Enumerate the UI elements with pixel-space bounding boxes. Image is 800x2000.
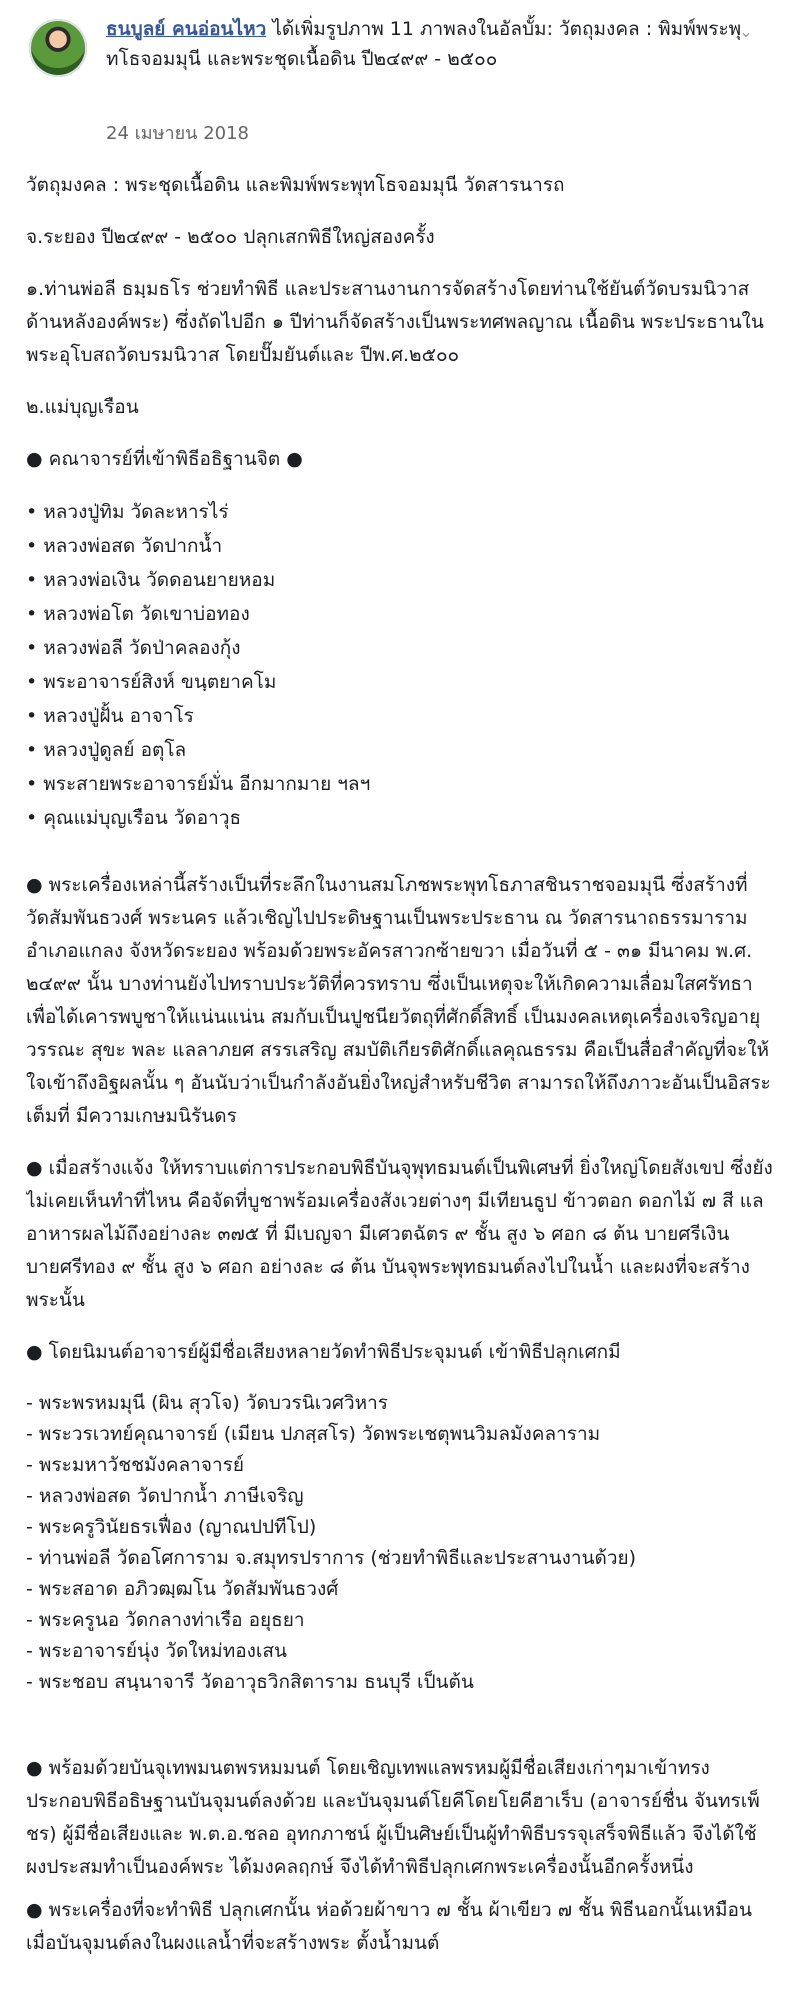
list-item: - พระครูวินัยธรเฟื่อง (ญาณปปทีโป)	[26, 1516, 317, 1538]
list-item: - พระวรเวทย์คุณาจารย์ (เมียน ปภสฺสโร) วัดพระเชตุพนวิมลมังคลาราม	[26, 1423, 601, 1445]
list-item: • พระสายพระอาจารย์มั่น อีกมากมาย ฯลฯ	[26, 773, 371, 795]
post-header-text	[106, 14, 756, 74]
list-item: - พระสอาด อภิวฒฺฒโน วัดสัมพันธวงศ์	[26, 1578, 339, 1600]
list-item: - พระอาจารย์นุ่ง วัดใหม่ทองเสน	[26, 1640, 287, 1662]
paragraph-5: ● พระเครื่องที่จะทำพิธี ปลุกเศกนั้น ห่อด้วยผ้าขาว ๗ ชั้น ผ้าเขียว ๗ ชั้น พิธีนอกนั้นเหมือนเมื่อบันจุมนต์ลงในผงแลน้ำที่จะสร้างพระ ตั้งน้ำมนต์	[26, 1899, 752, 1954]
list-item: • พระอาจารย์สิงห์ ขนฺตยาคโม	[26, 671, 277, 693]
post-action-text: ได้เพิ่มรูปภาพ 11 ภาพลงในอัลบั้ม: วัตถุมงคล : พิมพ์พระพุทโธจอมมุนี และพระชุดเนื้อดิน ปี๒๔๙๙ - ๒๕๐๐	[106, 18, 742, 70]
item-2-text: ๒.แม่บุญเรือน	[26, 396, 139, 418]
list-item: • หลวงพ่อลี วัดป่าคลองกุ้ง	[26, 637, 241, 659]
list-item: - พระครูนอ วัดกลางท่าเรือ อยุธยา	[26, 1609, 305, 1631]
list-item: • หลวงปู่ดูลย์ อตุโล	[26, 739, 187, 761]
monk-list	[26, 495, 776, 835]
list-item: • หลวงพ่อเงิน วัดดอนยายหอม	[26, 569, 276, 591]
paragraph-1: ● พระเครื่องเหล่านี้สร้างเป็นที่ระลึกในงานสมโภชพระพุทโธภาสชินราชจอมมุนี ซึ่งสร้างที่ วัดสัมพันธวงศ์ พระนคร แล้วเชิญไปประดิษฐานเป็นพระประธาน ณ วัดสารนาถธรรมาราม อำเภอแกลง จังหวัดระยอง พร้อมด้วยพระอัครสาวกซ้ายขวา เมื่อวันที่ ๕ - ๓๑ มีนาคม พ.ศ. ๒๔๙๙ นั้น บางท่านยังไปทราบประวัติที่ควรทราบ ซึ่งเป็นเหตุจะให้เกิดความเลื่อมใสศรัทธา เพื่อได้เคารพบูชาให้แน่นแน่น สมกับเป็นปูชนียวัตถุที่ศักดิ์สิทธิ์ เป็นมงคลเหตุเครื่องเจริญอายุ วรรณะ สุขะ พละ แลลาภยศ สรรเสริญ สมบัติเกียรติศักดิ์แลคุณธรรม คือเป็นสื่อสำคัญที่จะให้ใจเข้าถึงอิฐผลนั้น ๆ อันนับว่าเป็นกำลังอันยิ่งใหญ่สำหรับชีวิต สามารถให้ถึงภาวะอันเป็นอิสระเต็มที่ มีความเกษมนิรันดร	[26, 874, 771, 1127]
list-item: • หลวงปู่ทิม วัดละหารไร่	[26, 501, 229, 523]
paragraph-2: ● เมื่อสร้างแจ้ง ให้ทราบแต่การประกอบพิธีบันจุพุทธมนต์เป็นพิเศษที่ ยิ่งใหญ่โดยสังเขป ซึ่งยังไม่เคยเห็นทำที่ไหน คือจัดที่บูชาพร้อมเครื่องสังเวยต่างๆ มีเทียนธูป ข้าวตอก ดอกไม้ ๗ สี แลอาหารผลไม้ถึงอย่างละ ๓๗๕ ที่ มีเบญจา มีเศวตฉัตร ๙ ชั้น สูง ๖ ศอก ๘ ต้น บายศรีเงิน บายศรีทอง ๙ ชั้น สูง ๖ ศอก อย่างละ ๘ ต้น บันจุพระพุทธมนต์ลงไปในน้ำ และผงที่จะสร้างพระนั้น	[26, 1157, 773, 1311]
post-header	[26, 14, 776, 144]
list-item: - ท่านพ่อลี วัดอโศการาม จ.สมุทรปราการ (ช่วยทำพิธีและประสานงานด้วย)	[26, 1547, 637, 1569]
post-body	[26, 150, 776, 1745]
paragraph-4: ● พร้อมด้วยบันจุเทพมนตพรหมมนต์ โดยเชิญเทพแลพรหมผู้มีชื่อเสียงเก่าๆมาเข้าทรงประกอบพิธีอธิษฐานบันจุมนต์ลงด้วย และบันจุมนต์โยคีโดยโยคีฮาเร็บ (อาจารย์ชื่น จันทรเพ็ชร) ผู้มีชื่อเสียงและ พ.ต.อ.ชลอ อุทกภาชน์ ผู้เป็นศิษย์เป็นผู้ทำพิธีบรรจุเสร็จพิธีแล้ว จึงได้ใช้ผงประสมทำเป็นองค์พระ ได้มงคลฤกษ์ จึงได้ทำพิธีปลุกเศกพระเครื่องนั้นอีกครั้งหนึ่ง	[26, 1757, 760, 1878]
list-item: - พระมหาวัชชมังคลาจารย์	[26, 1454, 244, 1476]
paragraph-3: ● โดยนิมนต์อาจารย์ผู้มีชื่อเสียงหลายวัดทำพิธีประจุมนต์ เข้าพิธีปลุกเศกมี	[26, 1341, 621, 1363]
post-body-continued	[26, 1752, 776, 2000]
list-item: • หลวงพ่อโต วัดเขาบ่อทอง	[26, 603, 250, 625]
list-item: • คุณแม่บุญเรือน วัดอาวุธ	[26, 807, 242, 829]
ceremony-monk-list	[26, 1388, 776, 1698]
list-item: - หลวงพ่อสด วัดปากน้ำ ภาษีเจริญ	[26, 1485, 304, 1507]
screenshot-seam	[0, 1747, 800, 1751]
section-heading: ● คณาจารย์ที่เข้าพิธีอธิฐานจิต ●	[26, 448, 303, 470]
list-item: • หลวงปู่ฝั้น อาจาโร	[26, 705, 194, 727]
post-title-line-1: วัตถุมงคล : พระชุดเนื้อดิน และพิมพ์พระพุทโธจอมมุนี วัดสารนารถ	[26, 174, 565, 196]
avatar[interactable]	[29, 19, 87, 77]
list-item: • หลวงพ่อสด วัดปากน้ำ	[26, 535, 223, 557]
item-1-text: ๑.ท่านพ่อลี ธมฺมธโร ช่วยทำพิธี และประสานงานการจัดสร้างโดยท่านใช้ยันต์วัดบรมนิวาสด้านหลังองค์พระ) ซึ่งถัดไปอีก ๑ ปีท่านก็จัดสร้างเป็นพระทศพลญาณ เนื้อดิน พระประธานในพระอุโบสถวัดบรมนิวาส โดยปั๊มยันต์และ ปีพ.ศ.๒๕๐๐	[26, 278, 764, 366]
post-title-line-2: จ.ระยอง ปี๒๔๙๙ - ๒๕๐๐ ปลุกเสกพิธีใหญ่สองครั้ง	[26, 226, 435, 248]
list-item: - พระชอบ สนฺนาจารี วัดอาวุธวิกสิตาราม ธนบุรี เป็นต้น	[26, 1671, 474, 1693]
author-name-link[interactable]: ธนบูลย์ คนอ่อนไหว	[106, 18, 267, 40]
list-item: - พระพรหมมุนี (ผิน สุวโจ) วัดบวรนิเวศวิหาร	[26, 1392, 389, 1414]
post-options-chevron-icon[interactable]: ⌄	[739, 22, 753, 41]
post-timestamp[interactable]: 24 เมษายน 2018	[106, 123, 249, 144]
